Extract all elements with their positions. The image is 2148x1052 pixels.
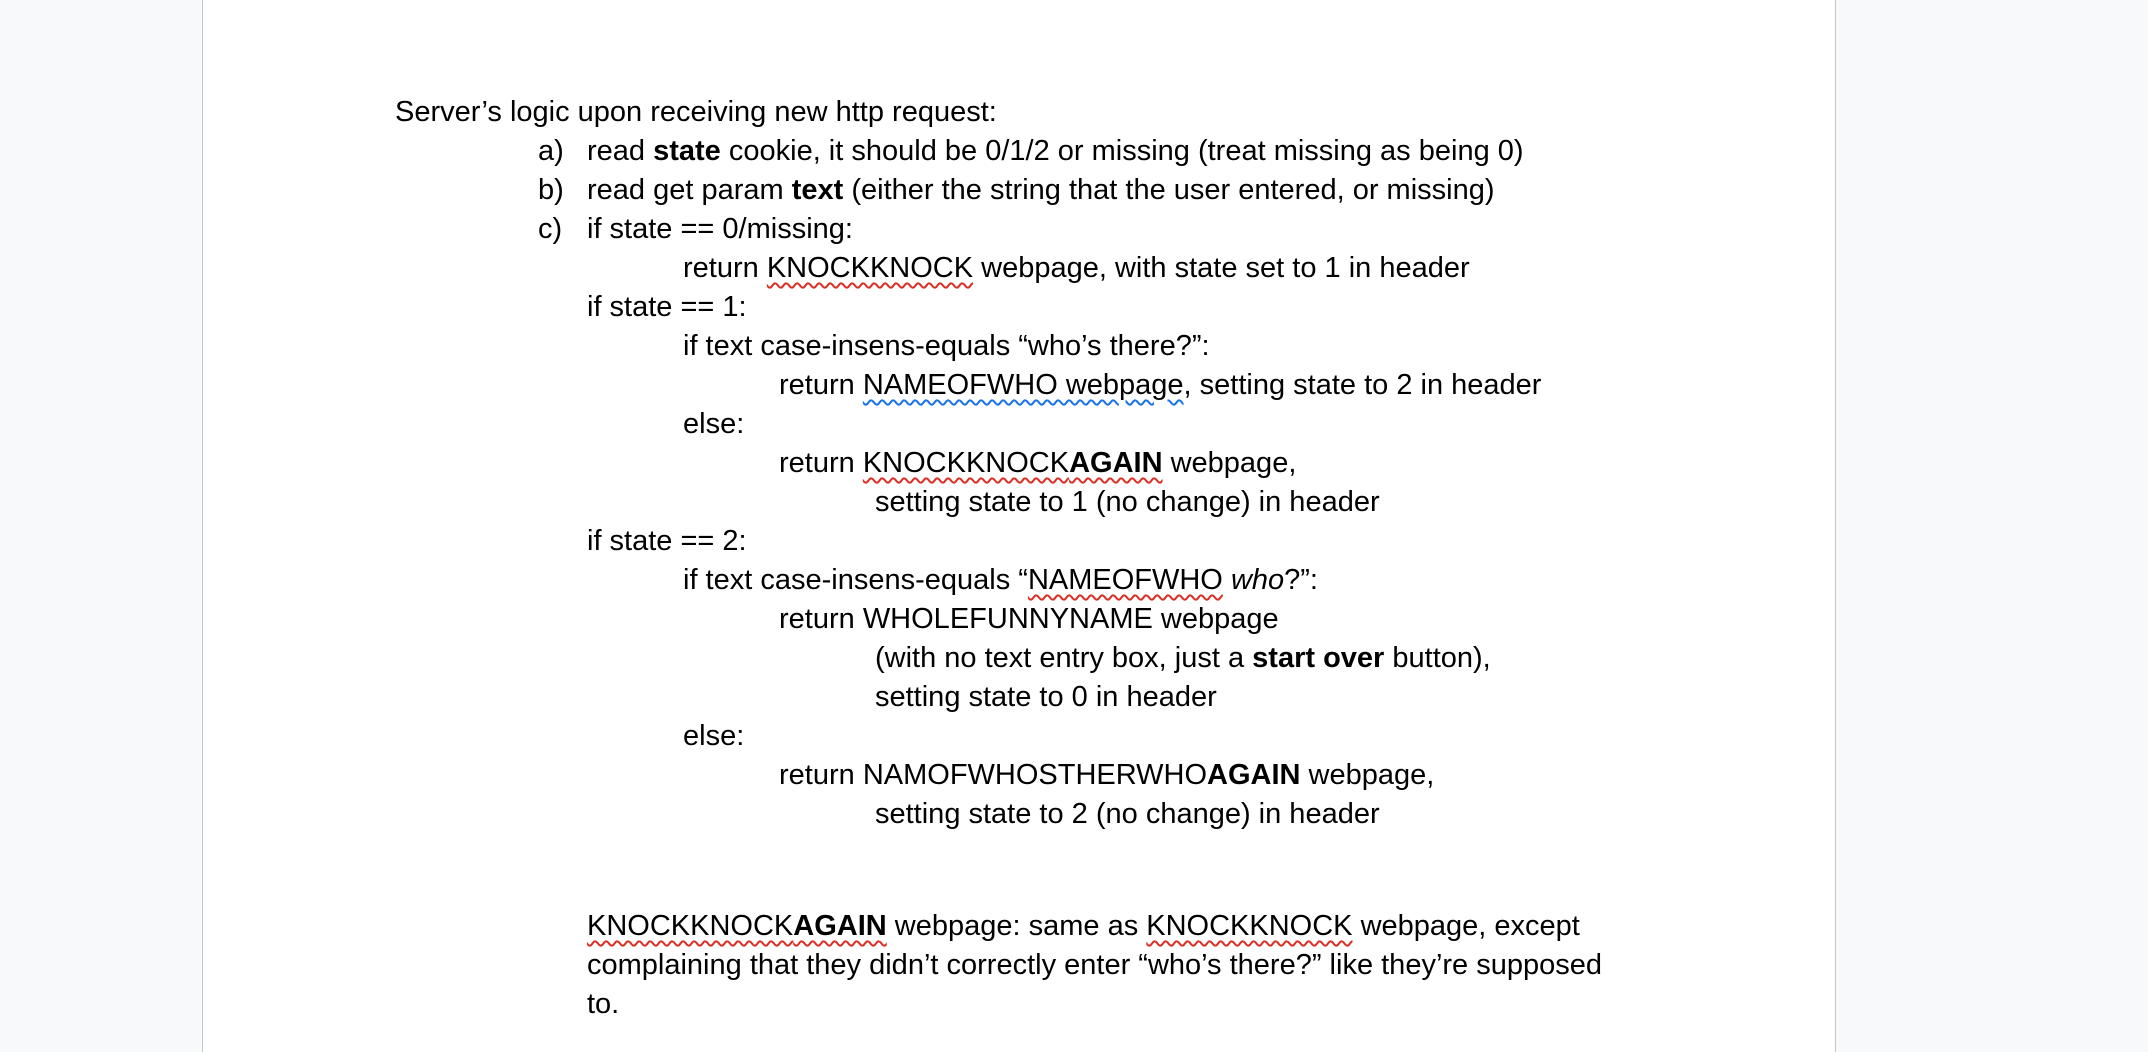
again-part: AGAIN [1207, 759, 1301, 791]
state2-else-return-line [779, 756, 1434, 795]
state1-else-line [683, 405, 744, 444]
return-keyword: return [683, 252, 767, 284]
list-item-b [587, 171, 1495, 210]
knockknockagain-word [863, 447, 1163, 479]
else-keyword: else: [683, 720, 745, 752]
state2-return-continuation: (with no text entry box, just a [875, 642, 1253, 674]
list-marker-c: c) [538, 213, 563, 245]
state1-else-return-line [779, 444, 1296, 483]
list-marker-b: b) [538, 174, 564, 206]
list-item-a [587, 132, 1524, 171]
intro-line [395, 93, 997, 132]
knockknock-word: KNOCKKNOCK [1146, 910, 1353, 942]
state2-condition: if state == 2: [587, 525, 747, 557]
note-line-3 [587, 985, 619, 1024]
state2-if-text-end: ?”: [1284, 564, 1318, 596]
return-keyword: return [779, 369, 863, 401]
start-over-keyword: start over [1252, 642, 1385, 674]
note-line-1 [587, 907, 1580, 946]
state2-return-continuation2-line [875, 678, 1217, 717]
state2-if-text: if text case-insens-equals “ [683, 564, 1028, 596]
knockknock-part: KNOCKKNOCK [862, 447, 1070, 479]
knockknock-word: KNOCKKNOCK [766, 252, 974, 284]
space [1223, 564, 1231, 596]
state2-return-text: return WHOLEFUNNYNAME webpage [779, 603, 1279, 635]
state2-if-line [683, 561, 1318, 600]
text-keyword: text [791, 174, 844, 206]
list-item-a-text: read [587, 135, 654, 167]
state1-else-continuation: setting state to 1 (no change) in header [875, 486, 1380, 518]
state1-condition: if state == 1: [587, 291, 747, 323]
note-line-2-text: complaining that they didn’t correctly enter “who’s there?” like they’re supposed [587, 949, 1602, 981]
who-italic: who [1230, 564, 1285, 596]
state0-return-rest: webpage, with state set to 1 in header [973, 252, 1470, 284]
state2-else-continuation: setting state to 2 (no change) in header [875, 798, 1380, 830]
note-line-3-text: to. [587, 988, 620, 1020]
again-part: AGAIN [1069, 447, 1163, 479]
nameofwho-webpage-word: NAMEOFWHO webpage [862, 369, 1184, 401]
knockknock-part: KNOCKKNOCK [587, 910, 794, 942]
list-item-b-text: read get param [587, 174, 792, 206]
list-marker-a: a) [538, 135, 564, 167]
state2-return-continuation-end: button), [1384, 642, 1491, 674]
else-keyword: else: [683, 408, 745, 440]
note-mid-text: webpage: same as [886, 910, 1147, 942]
again-part: AGAIN [793, 910, 887, 942]
state2-return-line [779, 600, 1279, 639]
nameofwho-word: NAMEOFWHO [1027, 564, 1223, 596]
state2-return-continuation-line [875, 639, 1491, 678]
state-keyword: state [653, 135, 721, 167]
state0-return-line [683, 249, 1470, 288]
note-line-2 [587, 946, 1602, 985]
state1-if-line [683, 327, 1210, 366]
state1-else-return-rest: webpage, [1162, 447, 1297, 479]
state1-return-line [779, 366, 1541, 405]
state2-else-return-rest: webpage, [1300, 759, 1435, 791]
state2-else-line [683, 717, 744, 756]
list-item-b-text-rest: (either the string that the user entered, or missing) [843, 174, 1495, 206]
return-keyword: return [779, 447, 863, 479]
state2-condition-line [587, 522, 747, 561]
state1-if-text: if text case-insens-equals “who’s there?”: [683, 330, 1210, 362]
state2-else-return-text: return NAMOFWHOSTHERWHO [779, 759, 1208, 791]
state1-return-rest: , setting state to 2 in header [1183, 369, 1542, 401]
note-end-text: webpage, except [1352, 910, 1580, 942]
list-item-c-text: if state == 0/missing: [587, 213, 853, 245]
state1-condition-line [587, 288, 747, 327]
state1-else-continuation-line [875, 483, 1380, 522]
intro-text: Server’s logic upon receiving new http request: [395, 96, 997, 128]
list-item-c [587, 210, 853, 249]
state2-else-continuation-line [875, 795, 1380, 834]
list-item-a-text-rest: cookie, it should be 0/1/2 or missing (treat missing as being 0) [720, 135, 1524, 167]
knockknockagain-word [587, 910, 887, 942]
state2-return-continuation2: setting state to 0 in header [875, 681, 1217, 713]
